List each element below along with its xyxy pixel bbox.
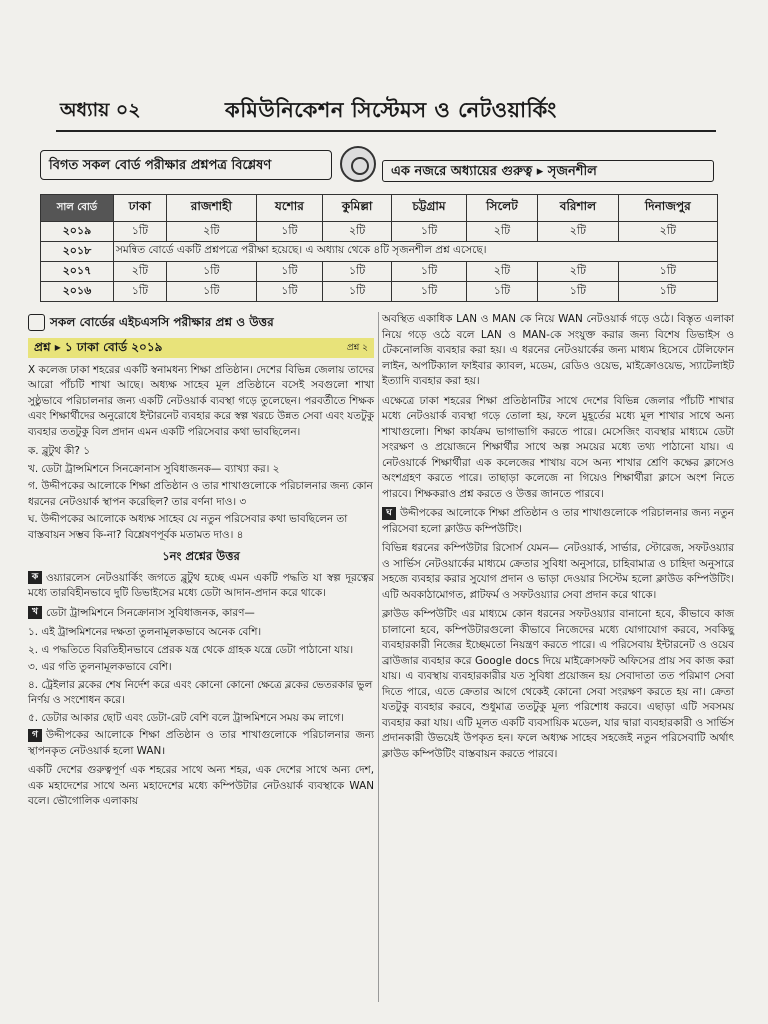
answer-ga-paragraph: একটি দেশের গুরুত্বপূর্ণ এক শহরের সাথে অন্য শহর, এক দেশের সাথে অন্য দেশ, এক মহাদেশের সাথে অন্য মহাদেশের মধ্যে কম্পিউটার নেটওয়ার্ক ব্যবস্থাকে WAN বলে। ভৌগোলিক এলাকায় <box>28 764 374 807</box>
column-header: ঢাকা <box>113 195 166 222</box>
answer-ka <box>28 571 374 602</box>
table-cell: ১টি <box>166 282 256 302</box>
table-cell: ১টি <box>113 222 166 242</box>
year-cell: ২০১৭ <box>41 262 114 282</box>
table-row <box>41 222 718 242</box>
table-cell: ১টি <box>322 262 391 282</box>
answer-kha-badge: খ <box>28 606 42 619</box>
year-cell: ২০১৬ <box>41 282 114 302</box>
table-cell: ১টি <box>256 262 322 282</box>
column-header: বরিশাল <box>538 195 618 222</box>
table-cell: ১টি <box>392 222 466 242</box>
sub-question: ঘ. উদ্দীপকের আলোকে অধ্যক্ষ সাহেব যে নতুন পরিসেবার কথা ভাবছিলেন তা বাস্তবায়ন সম্ভব কি-না? বিশ্লেষণপূর্বক মতামত দাও। ৪ <box>28 513 348 541</box>
answer-gha-text: উদ্দীপকের আলোকে শিক্ষা প্রতিষ্ঠান ও তার শাখাগুলোকে পরিচালনার জন্য নতুন পরিসেবা হলো ক্লাউড কম্পিউটিং। <box>382 507 734 535</box>
network-benefit-paragraph: এক্ষেত্রে ঢাকা শহরের শিক্ষা প্রতিষ্ঠানটির সাথে দেশের বিভিন্ন জেলার পাঁচটি শাখার মধ্যে নেটওয়ার্ক ব্যবস্থা গড়ে তোলা হয়, ফলে মুহূর্তের মধ্যে মূল শাখার সাথে অন্য শাখাগুলো। শিক্ষা কার্যক্রম ভাগাভাগি করতে পারে। মেসেজিং ব্যবস্থার মাধ্যমে ডেটা সংরক্ষণ ও প্রয়োজনে শিক্ষার্থীর সাথে অল্প সময়ের মধ্যে তথ্য পাঠানো যায়। এ নেটওয়ার্কে শিক্ষার্থীরা এক কলেজের শাখায় বসে অন্য শাখার শ্রেণি কক্ষের ক্লাসেও অংশগ্রহণ করতে পারে। তাছাড়া কলেজে না গিয়েও শিক্ষার্থীরা ক্লাসে অংশ নিতে পারবে। শিক্ষকরাও প্রশ্ন করতে ও উত্তর জানতে পারবে। <box>382 394 734 500</box>
emblem-icon <box>340 146 376 182</box>
table-row <box>41 282 718 302</box>
sub-question: ক. ব্লুটুথ কী? ১ <box>28 445 90 457</box>
answer-gha-badge: ঘ <box>382 507 396 520</box>
table-cell: ১টি <box>256 222 322 242</box>
table-cell: ১টি <box>618 262 717 282</box>
question-stem: X কলেজ ঢাকা শহরের একটি স্বনামধন্য শিক্ষা প্রতিষ্ঠান। দেশের বিভিন্ন জেলায় তাদের আরো পাঁচটি শাখা আছে। অধ্যক্ষ সাহেব মূল প্রতিষ্ঠানে বসেই সবগুলো শাখা সুষ্ঠুভাবে পরিচালনার জন্য একটি নেটওয়ার্ক ব্যবস্থা গড়ে তুলেছেন। পরবর্তীতে শিক্ষক এবং শিক্ষার্থীদের অনুরোধে ইন্টারনেট ব্যবহার করে স্বল্প খরচে উন্নত সেবা এবং যতটুকু ব্যবহার ততটুকু বিল প্রদান এমন একটি পরিসেবার কথা ভাবছিলেন। <box>28 363 374 438</box>
table-cell: ১টি <box>322 282 391 302</box>
wan-paragraph: অবস্থিত একাধিক LAN ও MAN কে নিয়ে WAN নেটওয়ার্ক গড়ে ওঠে। বিস্তৃত এলাকা নিয়ে গড়ে ওঠে বলে LAN ও MAN-কে সংযুক্ত করার জন্য বিশেষ ডিভাইস ও টেকনোলজি ব্যবহার করা হয়। এ ধরনের নেটওয়ার্কের জন্য মাধ্যম হিসেবে টেলিফোন লাইন, অপটিক্যাল ফাইবার ক্যাবল, মডেম, রেডিও ওয়েভ, মাইক্রোওয়েভ, স্যাটেলাইট ইত্যাদি ব্যবহার করা হয়। <box>382 313 734 387</box>
table-cell: ১টি <box>113 282 166 302</box>
combined-board-note: সমন্বিত বোর্ডে একটি প্রশ্নপত্রে পরীক্ষা হয়েছে। এ অধ্যায় থেকে ৪টি সৃজনশীল প্রশ্ন এসেছে। <box>113 242 717 262</box>
column-header: সিলেট <box>466 195 538 222</box>
question-header <box>28 338 374 358</box>
table-cell: ১টি <box>618 282 717 302</box>
table-cell: ২টি <box>113 262 166 282</box>
table-cell: ২টি <box>322 222 391 242</box>
table-cell: ২টি <box>618 222 717 242</box>
table-cell: ১টি <box>166 262 256 282</box>
sub-question: গ. উদ্দীপকের আলোকে শিক্ষা প্রতিষ্ঠান ও তার শাখাগুলোকে পরিচালনার জন্য কোন ধরনের নেটওয়ার্ক স্থাপন করেছিল? তার বর্ণনা দাও। ৩ <box>28 480 373 508</box>
table-cell: ২টি <box>466 262 538 282</box>
table-cell: ১টি <box>256 282 322 302</box>
chapter-title: কমিউনিকেশন সিস্টেমস ও নেটওয়ার্কিং <box>225 98 557 122</box>
table-cell: ১টি <box>392 262 466 282</box>
table-cell: ১টি <box>466 282 538 302</box>
answer-ka-text: ওয়্যারলেস নেটওয়ার্কিং জগতে ব্লুটুথ হচ্ছে এমন একটি পদ্ধতি যা স্বল্প দূরত্বের মধ্যে তারবিহীনভাবে দুটি ডিভাইসের মধ্যে ডেটা আদান-প্রদান করে থাকে। <box>28 571 374 599</box>
column-header: চট্টগ্রাম <box>392 195 466 222</box>
table-cell: ২টি <box>538 262 618 282</box>
right-column <box>382 312 734 766</box>
column-header: রাজশাহী <box>166 195 256 222</box>
answer-kha-point: ২. এ পদ্ধতিতে বিরতিহীনভাবে প্রেরক যন্ত্র থেকে গ্রাহক যন্ত্রে ডেটা পাঠানো যায়। <box>28 643 354 656</box>
answer-kha-point: ৫. ডেটার আকার ছোট এবং ডেটা-রেট বেশি বলে ট্রান্সমিশনে সময় কম লাগে। <box>28 711 344 724</box>
answer-gha <box>382 506 734 537</box>
year-cell: ২০১৯ <box>41 222 114 242</box>
cloud-definition-paragraph: বিভিন্ন ধরনের কম্পিউটার রিসোর্স যেমন— নেটওয়ার্ক, সার্ভার, স্টোরেজ, সফটওয়্যার ও সার্ভিস নেটওয়ার্কের মাধ্যমে ক্রেতার সুবিধা অনুসারে, চাহিবামাত্র ও চাহিদা অনুসারে সহজে ব্যবহার করার সুযোগ প্রদান ও ভাড়া দেওয়ার সিস্টেম হলো ক্লাউড কম্পিউটিং। এটি অবকাঠামোগত, প্লাটফর্ম ও সফটওয়্যার সেবা প্রদান করে থাকে। <box>382 542 734 601</box>
column-header: কুমিল্লা <box>322 195 391 222</box>
answer-ga-badge: গ <box>28 729 42 742</box>
section-title: সকল বোর্ডের এইচএসসি পরীক্ষার প্রশ্ন ও উত্তর <box>50 315 274 329</box>
left-column <box>28 312 374 814</box>
table-cell: ১টি <box>538 282 618 302</box>
answer-kha-point: ১. এই ট্রান্সমিশনের দক্ষতা তুলনামূলকভাবে অনেক বেশি। <box>28 626 262 638</box>
chapter-importance-heading: এক নজরে অধ্যায়ের গুরুত্ব ▸ সৃজনশীল <box>382 160 714 182</box>
board-analysis-table <box>40 194 718 302</box>
table-corner-cell: সাল বোর্ড <box>41 195 114 222</box>
answer-kha-point: ৪. ট্রেইলার ব্লকের শেষ নির্দেশ করে এবং কোনো কোনো ক্ষেত্রে ব্লকের ভেতরকার ভুল নির্ণয় ও সংশোধন করে। <box>28 678 373 706</box>
answer-ka-badge: ক <box>28 571 42 584</box>
column-header: দিনাজপুর <box>618 195 717 222</box>
sub-question: খ. ডেটা ট্রান্সমিশনে সিনক্রোনাস সুবিধাজনক— ব্যাখ্যা কর। ২ <box>28 462 280 475</box>
question-board-label: প্রশ্ন ▸ ১ ঢাকা বোর্ড ২০১৯ <box>34 340 163 354</box>
section-heading <box>28 312 374 333</box>
column-header: যশোর <box>256 195 322 222</box>
answer-heading: ১নং প্রশ্নের উত্তর <box>162 549 240 563</box>
table-cell: ১টি <box>392 282 466 302</box>
answer-ga-text: উদ্দীপকের আলোকে শিক্ষা প্রতিষ্ঠান ও তার শাখাগুলোকে পরিচালনার জন্য স্থাপনকৃত নেটওয়ার্ক হলো WAN। <box>28 729 374 757</box>
question-number: প্রশ্ন ২ <box>346 343 368 353</box>
year-cell: ২০১৮ <box>41 242 114 262</box>
answer-ga <box>28 728 374 759</box>
table-cell: ২টি <box>166 222 256 242</box>
table-cell: ২টি <box>538 222 618 242</box>
answer-kha-point: ৩. এর গতি তুলনামূলকভাবে বেশি। <box>28 661 172 673</box>
title-divider <box>56 130 716 132</box>
chapter-label: অধ্যায় ০২ <box>60 99 141 121</box>
answer-kha <box>28 606 374 622</box>
answer-kha-intro: ডেটা ট্রান্সমিশনে সিনক্রোনাস সুবিধাজনক, কারণ— <box>46 606 255 619</box>
cloud-benefit-paragraph: ক্লাউড কম্পিউটিং এর মাধ্যমে কোন ধরনের সফটওয়্যার বানানো হবে, কীভাবে কাজ চালানো হবে, কম্পিউটারগুলো কীভাবে নিজেদের মধ্যে যোগাযোগ করবে, সবকিছু ব্যবহারকারী নিজের ইচ্ছেমতো নিয়ন্ত্রণ করতে পারে। এ পরিসেবায় ইন্টারনেট ও ওয়েব ব্রাউজার ব্যবহার করে Google docs দিয়ে মাইক্রোসফট অফিসের প্রায় সব কাজ করা যায়। এ ব্যবস্থায় ব্যবহারকারীর যত সুবিধা প্রয়োজন হয় সেবাদাতা তত পরিমাণ সেবা দিতে পারে, এতে ক্রেতার আগে থেকেই কোনো সেবা সংরক্ষণ করতে হয় না। ক্রেতা যতটুকু ব্যবহার করবে, শুধুমাত্র ততটুকু মূল্য পরিশোধ করবে। এছাড়া এটি সবসময় ব্যবহার করা যায়। এটি মূলত একটি ব্যবসায়িক মডেল, যার দ্বারা ব্যবহারকারী ও সার্ভিস প্রদানকারী উভয়েই উপকৃত হন। ফলে অধ্যক্ষ সাহেব সহজেই নতুন পরিসেবাটি অর্থাৎ ক্লাউড কম্পিউটিং বাস্তবায়ন করতে পারবে। <box>382 608 734 760</box>
column-divider <box>378 312 379 1002</box>
section-icon <box>28 314 45 331</box>
table-row <box>41 242 718 262</box>
board-analysis-heading: বিগত সকল বোর্ড পরীক্ষার প্রশ্নপত্র বিশ্লেষণ <box>40 150 332 180</box>
table-header-row <box>41 195 718 222</box>
table-cell: ২টি <box>466 222 538 242</box>
table-row <box>41 262 718 282</box>
